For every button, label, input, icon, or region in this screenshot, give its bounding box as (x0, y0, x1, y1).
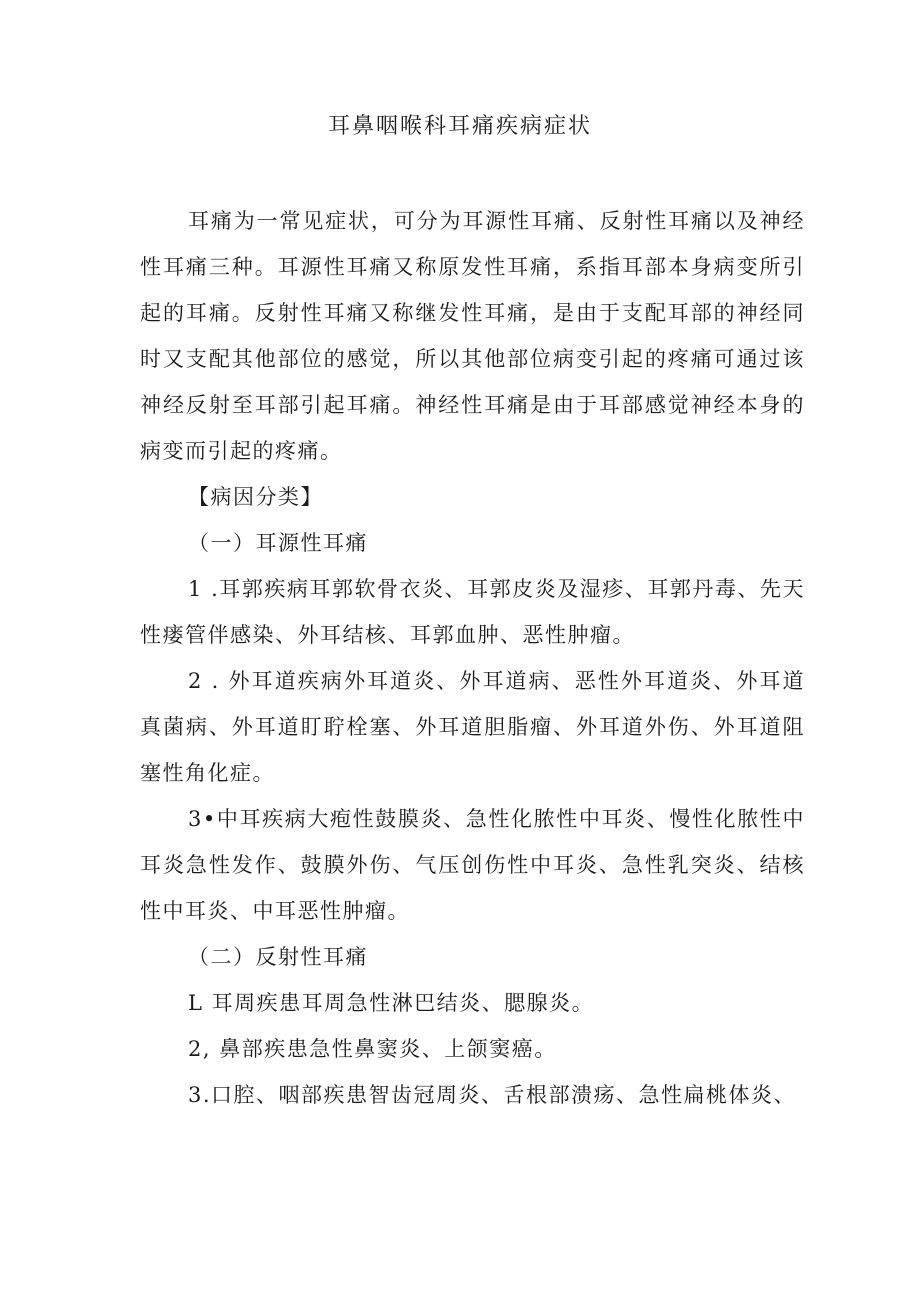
list-item-middle-ear: 3•中耳疾病大疱性鼓膜炎、急性化脓性中耳炎、慢性化脓性中耳炎急性发作、鼓膜外伤、气压创伤性中耳炎、急性乳突炎、结核性中耳炎、中耳恶性肿瘤。 (140, 807, 805, 923)
document-body (140, 198, 805, 1118)
section-heading-causes: 【病因分类】 (188, 485, 323, 509)
list-item-nasal: 2, 鼻部疾患急性鼻窦炎、上颌窦癌。 (188, 1037, 557, 1061)
list-item-oral-pharynx: 3.口腔、咽部疾患智齿冠周炎、舌根部溃疡、急性扁桃体炎、 (188, 1083, 797, 1107)
document-title: 耳鼻咽喉科耳痛疾病症状 (327, 114, 592, 139)
subsection-heading-referred: （二）反射性耳痛 (188, 945, 368, 969)
intro-paragraph: 耳痛为一常见症状，可分为耳源性耳痛、反射性耳痛以及神经性耳痛三种。耳源性耳痛又称原发性耳痛，系指耳部本身病变所引起的耳痛。反射性耳痛又称继发性耳痛，是由于支配耳部的神经同时又支配其他部位的感觉，所以其他部位病变引起的疼痛可通过该神经反射至耳部引起耳痛。神经性耳痛是由于耳部感觉神经本身的病变而引起的疼痛。 (140, 209, 805, 463)
list-item-periauricular: L 耳周疾患耳周急性淋巴结炎、腮腺炎。 (188, 991, 595, 1015)
list-item-external-canal: 2 . 外耳道疾病外耳道炎、外耳道病、恶性外耳道炎、外耳道真菌病、外耳道盯聍栓塞、外耳道胆脂瘤、外耳道外伤、外耳道阻塞性角化症。 (140, 669, 805, 785)
subsection-heading-otogenic: （一）耳源性耳痛 (188, 531, 368, 555)
list-item-auricle: 1 .耳郭疾病耳郭软骨衣炎、耳郭皮炎及湿疹、耳郭丹毒、先天性瘘管伴感染、外耳结核、耳郭血肿、恶性肿瘤。 (140, 577, 805, 647)
